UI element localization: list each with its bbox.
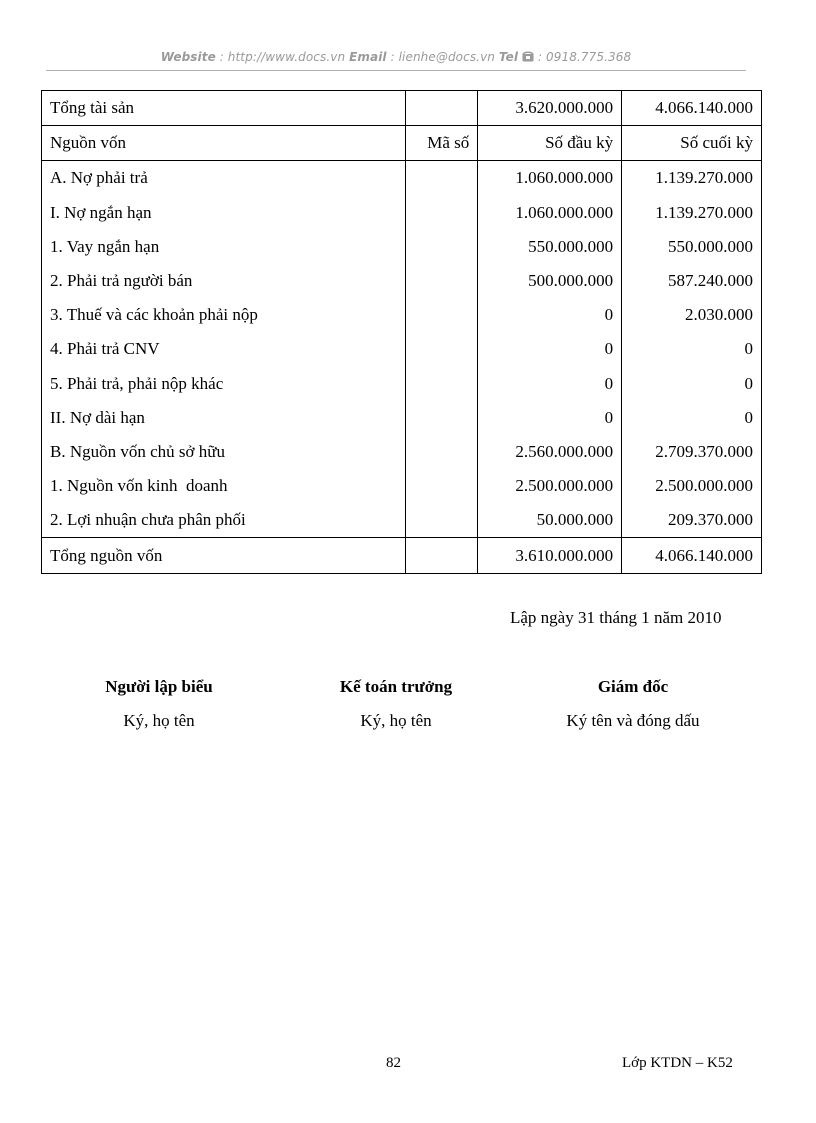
row-code <box>406 503 478 538</box>
row-begin: 2.560.000.000 <box>478 435 622 469</box>
row-code <box>406 298 478 332</box>
table-row <box>42 401 762 435</box>
table-row <box>42 332 762 366</box>
header-code: Mã số <box>406 126 478 161</box>
table-row <box>42 503 762 538</box>
row-code <box>406 230 478 264</box>
table-row <box>42 264 762 298</box>
total-assets-label: Tổng tài sản <box>42 91 406 126</box>
signature-title: Giám đốc <box>597 677 669 696</box>
header-begin: Số đầu kỳ <box>478 126 622 161</box>
row-end: 550.000.000 <box>622 230 762 264</box>
row-label: A. Nợ phải trả <box>42 161 406 196</box>
signature-chief-accountant <box>296 677 496 731</box>
email-value: : lienhe@docs.vn <box>390 50 495 64</box>
table-row <box>42 367 762 401</box>
date-line: Lập ngày 31 tháng 1 năm 2010 <box>510 608 722 627</box>
row-begin: 1.060.000.000 <box>478 161 622 196</box>
header-end: Số cuối kỳ <box>622 126 762 161</box>
row-code <box>406 401 478 435</box>
table-row <box>42 196 762 230</box>
signature-sub: Ký, họ tên <box>360 711 432 730</box>
row-begin: 0 <box>478 298 622 332</box>
total-sources-begin: 3.610.000.000 <box>478 538 622 573</box>
row-end: 1.139.270.000 <box>622 161 762 196</box>
total-assets-end: 4.066.140.000 <box>622 91 762 126</box>
row-end: 0 <box>622 401 762 435</box>
row-end: 1.139.270.000 <box>622 196 762 230</box>
signature-title: Kế toán trưởng <box>339 677 453 696</box>
signature-sub: Ký, họ tên <box>123 711 195 730</box>
row-begin: 550.000.000 <box>478 230 622 264</box>
row-begin: 500.000.000 <box>478 264 622 298</box>
row-label: 3. Thuế và các khoản phải nộp <box>42 298 406 332</box>
row-label: I. Nợ ngắn hạn <box>42 196 406 230</box>
table-row <box>42 230 762 264</box>
row-code <box>406 469 478 503</box>
row-code <box>406 435 478 469</box>
total-assets-row <box>42 91 762 126</box>
total-assets-code <box>406 91 478 126</box>
row-end: 587.240.000 <box>622 264 762 298</box>
table-header-row <box>42 126 762 161</box>
row-end: 2.500.000.000 <box>622 469 762 503</box>
row-end: 2.030.000 <box>622 298 762 332</box>
row-label: II. Nợ dài hạn <box>42 401 406 435</box>
row-code <box>406 264 478 298</box>
tel-label: Tel <box>498 50 519 64</box>
row-end: 2.709.370.000 <box>622 435 762 469</box>
row-end: 0 <box>622 332 762 366</box>
signature-sub: Ký tên và đóng dấu <box>566 711 700 730</box>
row-end: 0 <box>622 367 762 401</box>
page-header <box>46 50 746 64</box>
email-label: Email <box>349 50 387 64</box>
row-begin: 1.060.000.000 <box>478 196 622 230</box>
row-begin: 50.000.000 <box>478 503 622 538</box>
signature-director <box>533 677 733 731</box>
signature-title: Người lập biểu <box>105 677 213 696</box>
total-assets-begin: 3.620.000.000 <box>478 91 622 126</box>
row-label: 5. Phải trả, phải nộp khác <box>42 367 406 401</box>
website-label: Website <box>160 50 216 64</box>
row-code <box>406 332 478 366</box>
row-label: 1. Vay ngắn hạn <box>42 230 406 264</box>
row-begin: 0 <box>478 401 622 435</box>
table-row <box>42 469 762 503</box>
table-row <box>42 298 762 332</box>
row-code <box>406 161 478 196</box>
row-label: B. Nguồn vốn chủ sở hữu <box>42 435 406 469</box>
website-value: : http://www.docs.vn <box>219 50 346 64</box>
row-begin: 2.500.000.000 <box>478 469 622 503</box>
total-sources-label: Tổng nguồn vốn <box>42 538 406 573</box>
row-label: 2. Lợi nhuận chưa phân phối <box>42 503 406 538</box>
header-divider <box>46 70 746 71</box>
row-begin: 0 <box>478 367 622 401</box>
balance-sheet-table <box>41 90 762 574</box>
header-source: Nguồn vốn <box>42 126 406 161</box>
total-sources-end: 4.066.140.000 <box>622 538 762 573</box>
class-label: Lớp KTDN – K52 <box>622 1055 733 1071</box>
row-begin: 0 <box>478 332 622 366</box>
signature-preparer <box>59 677 259 731</box>
table-row <box>42 161 762 196</box>
page-number: 82 <box>386 1055 401 1071</box>
row-label: 4. Phải trả CNV <box>42 332 406 366</box>
phone-icon <box>522 51 534 62</box>
total-sources-code <box>406 538 478 573</box>
table-row <box>42 435 762 469</box>
row-end: 209.370.000 <box>622 503 762 538</box>
row-code <box>406 367 478 401</box>
row-label: 2. Phải trả người bán <box>42 264 406 298</box>
row-code <box>406 196 478 230</box>
tel-value: : 0918.775.368 <box>537 50 632 64</box>
total-sources-row <box>42 538 762 573</box>
row-label: 1. Nguồn vốn kinh doanh <box>42 469 406 503</box>
